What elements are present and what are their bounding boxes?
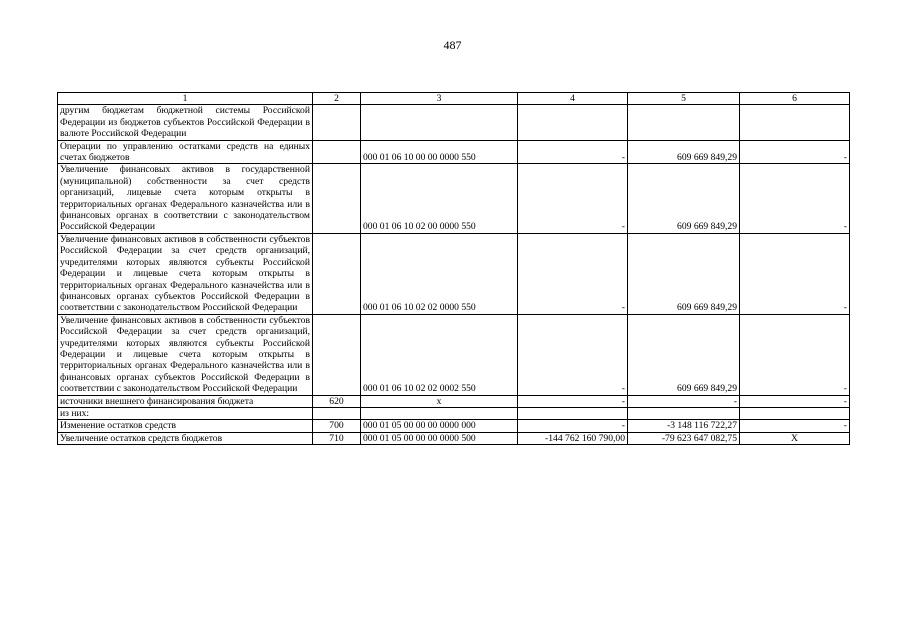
line-code-cell <box>313 164 361 233</box>
amount-cell-5: 609 669 849,29 <box>628 314 740 395</box>
amount-cell-6: - <box>740 314 850 395</box>
amount-cell-5 <box>628 105 740 140</box>
amount-cell-4: - <box>518 164 628 233</box>
table-row <box>58 233 850 314</box>
amount-cell-4: - <box>518 140 628 164</box>
amount-cell-6 <box>740 105 850 140</box>
table-row <box>58 314 850 395</box>
row-description: Увеличение остатков средств бюджетов <box>58 432 313 444</box>
classification-code-cell: 000 01 06 10 00 00 0000 550 <box>361 140 518 164</box>
table-row <box>58 395 850 407</box>
page-number: 487 <box>443 38 462 52</box>
amount-cell-5 <box>628 407 740 419</box>
line-code-cell: 620 <box>313 395 361 407</box>
column-header: 5 <box>628 93 740 105</box>
row-description: из них: <box>58 407 313 419</box>
classification-code-cell <box>361 105 518 140</box>
line-code-cell: 710 <box>313 432 361 444</box>
amount-cell-6: Х <box>740 432 850 444</box>
table-row <box>58 407 850 419</box>
table-row <box>58 432 850 444</box>
amount-cell-5: 609 669 849,29 <box>628 233 740 314</box>
classification-code-cell: 000 01 06 10 02 00 0000 550 <box>361 164 518 233</box>
line-code-cell: 700 <box>313 420 361 432</box>
row-description: Увеличение финансовых активов в собственности субъектов Российской Федерации за счет средств организаций, учредителями которых являются субъекты Российской Федерации и лицевые счета которым открыты в территориальных органах Федерального казначейства или в финансовых органах субъектов Российской Федерации в соответствии с законодательством Российской Федерации <box>58 233 313 314</box>
table-row <box>58 420 850 432</box>
amount-cell-4 <box>518 105 628 140</box>
classification-code-cell: 000 01 06 10 02 02 0002 550 <box>361 314 518 395</box>
amount-cell-6: - <box>740 164 850 233</box>
column-header: 1 <box>58 93 313 105</box>
line-code-cell <box>313 407 361 419</box>
classification-code-cell: 000 01 06 10 02 02 0000 550 <box>361 233 518 314</box>
table-row <box>58 140 850 164</box>
amount-cell-5: -3 148 116 722,27 <box>628 420 740 432</box>
row-description: Увеличение финансовых активов в государственной (муниципальной) собственности за счет средств организаций, лицевые счета которым открыты в территориальных органах Федерального казначейства или в финансовых органах в соответствии с законодательством Российской Федерации <box>58 164 313 233</box>
budget-sources-table <box>57 92 850 445</box>
row-description: другим бюджетам бюджетной системы Российской Федерации из бюджетов субъектов Российской Федерации в валюте Российской Федерации <box>58 105 313 140</box>
amount-cell-4: - <box>518 314 628 395</box>
row-description: источники внешнего финансирования бюджета <box>58 395 313 407</box>
table-row <box>58 164 850 233</box>
line-code-cell <box>313 105 361 140</box>
amount-cell-5: - <box>628 395 740 407</box>
amount-cell-6: - <box>740 395 850 407</box>
classification-code-cell: х <box>361 395 518 407</box>
column-header: 4 <box>518 93 628 105</box>
amount-cell-6: - <box>740 420 850 432</box>
column-number-row <box>58 93 850 105</box>
amount-cell-6: - <box>740 233 850 314</box>
amount-cell-4: - <box>518 420 628 432</box>
column-header: 2 <box>313 93 361 105</box>
row-description: Изменение остатков средств <box>58 420 313 432</box>
line-code-cell <box>313 140 361 164</box>
amount-cell-4 <box>518 407 628 419</box>
amount-cell-5: 609 669 849,29 <box>628 140 740 164</box>
classification-code-cell <box>361 407 518 419</box>
column-header: 3 <box>361 93 518 105</box>
amount-cell-6 <box>740 407 850 419</box>
amount-cell-4: - <box>518 233 628 314</box>
amount-cell-5: 609 669 849,29 <box>628 164 740 233</box>
classification-code-cell: 000 01 05 00 00 00 0000 500 <box>361 432 518 444</box>
amount-cell-4: -144 762 160 790,00 <box>518 432 628 444</box>
amount-cell-5: -79 623 647 082,75 <box>628 432 740 444</box>
row-description: Операции по управлению остатками средств на единых счетах бюджетов <box>58 140 313 164</box>
amount-cell-4: - <box>518 395 628 407</box>
line-code-cell <box>313 314 361 395</box>
row-description: Увеличение финансовых активов в собственности субъектов Российской Федерации за счет средств организаций, учредителями которых являются субъекты Российской Федерации и лицевые счета которым открыты в территориальных органах Федерального казначейства или в финансовых органах субъектов Российской Федерации в соответствии с законодательством Российской Федерации <box>58 314 313 395</box>
amount-cell-6: - <box>740 140 850 164</box>
column-header: 6 <box>740 93 850 105</box>
line-code-cell <box>313 233 361 314</box>
classification-code-cell: 000 01 05 00 00 00 0000 000 <box>361 420 518 432</box>
table-row <box>58 105 850 140</box>
